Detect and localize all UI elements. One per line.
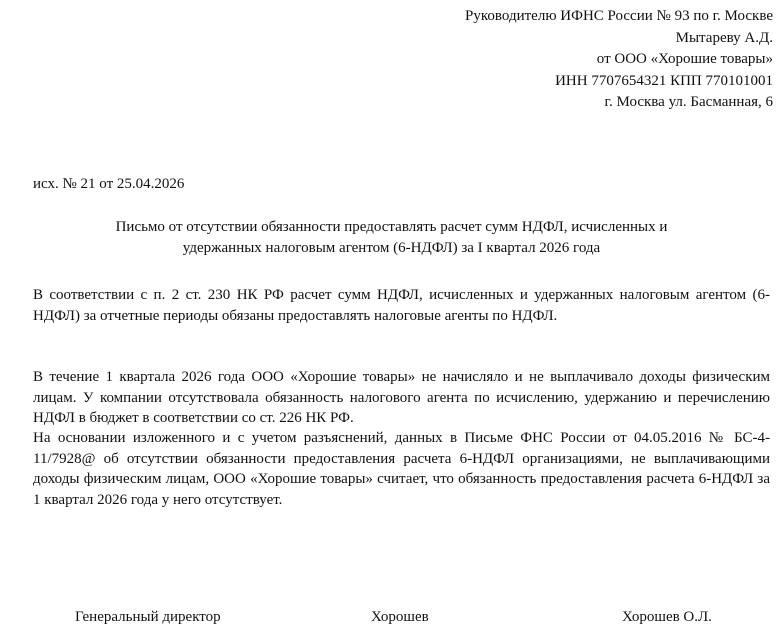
letter-title-line-2: удержанных налоговым агентом (6-НДФЛ) за I квартал 2026 года bbox=[182, 240, 601, 256]
signatory-name: Хорошев О.Л. bbox=[622, 609, 712, 625]
letter-title bbox=[30, 217, 753, 259]
signatory-signature: Хорошев bbox=[371, 609, 429, 625]
signatory-position: Генеральный директор bbox=[75, 609, 221, 625]
body-paragraph-1: В соответствии с п. 2 ст. 230 НК РФ расчет сумм НДФЛ, исчисленных и удержанных налоговым агентом (6-НДФЛ) за отчетные периоды обязаны предоставлять налоговые агенты по НДФЛ. bbox=[33, 287, 770, 324]
outgoing-reference: исх. № 21 от 25.04.2026 bbox=[33, 176, 185, 192]
addressee-inn-kpp: ИНН 7707654321 КПП 770101001 bbox=[555, 72, 773, 89]
letter-title-line-1: Письмо от отсутствии обязанности предоставлять расчет сумм НДФЛ, исчисленных и bbox=[115, 219, 668, 235]
addressee-block bbox=[465, 6, 773, 114]
body-paragraph-2: В течение 1 квартала 2026 года ООО «Хорошие товары» не начисляло и не выплачивало доходы физическим лицам. У компании отсутствовала обязанность налогового агента по исчислению, удержанию и перечислению НДФЛ в бюджет в соответствии со ст. 226 НК РФ. bbox=[33, 369, 770, 426]
body-paragraph-3: На основании изложенного и с учетом разъяснений, данных в Письме ФНС России от 04.05.2016 № БС-4-11/7928@ об отсутствии обязанности предоставления расчета 6-НДФЛ организациями, не выплачивающими доходы физическим лицам, ООО «Хорошие товары» считает, что обязанность предоставления расчета 6-НДФЛ за 1 квартал 2026 года у него отсутствует. bbox=[33, 430, 770, 508]
addressee-address: г. Москва ул. Басманная, 6 bbox=[604, 94, 773, 110]
addressee-sender: от ООО «Хорошие товары» bbox=[596, 51, 773, 67]
addressee-recipient-name: Мытареву А.Д. bbox=[675, 29, 773, 46]
addressee-recipient: Руководителю ИФНС России № 93 по г. Москве bbox=[465, 8, 773, 24]
